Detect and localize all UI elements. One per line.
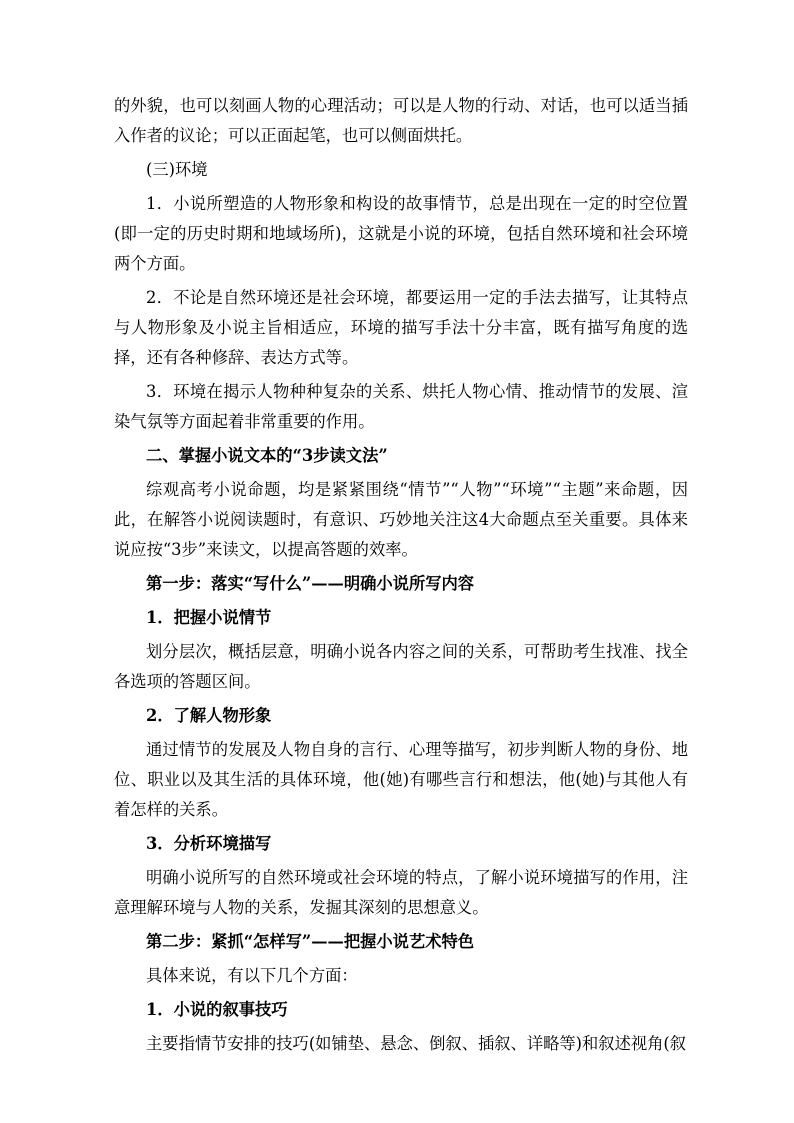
paragraph-three-steps-intro: 综观高考小说命题，均是紧紧围绕“情节”“人物”“环境”“主题”来命题，因此，在解答小说阅读题时，有意识、巧妙地关注这4大命题点至关重要。具体来说应按“3步”来读文，以提高答题的效率。	[114, 480, 688, 559]
document-body	[114, 91, 688, 1059]
subheading-character: 2．了解人物形象	[146, 706, 272, 725]
subheading-narrative-technique: 1．小说的叙事技巧	[146, 1000, 288, 1019]
paragraph-environment-2: 2．不论是自然环境还是社会环境，都要运用一定的手法去描写，让其特点与人物形象及小说主旨相适应，环境的描写手法十分丰富，既有描写角度的选择，还有各种修辞、表达方式等。	[114, 288, 688, 367]
step-one-heading: 第一步：落实“写什么”——明确小说所写内容	[146, 574, 475, 593]
paragraph-character: 通过情节的发展及人物自身的言行、心理等描写，初步判断人物的身份、地位、职业以及其生活的具体环境，他(她)有哪些言行和想法，他(她)与其他人有着怎样的关系。	[114, 740, 688, 819]
paragraph-environment-3: 3．环境在揭示人物种种复杂的关系、烘托人物心情、推动情节的发展、渲染气氛等方面起着非常重要的作用。	[114, 382, 688, 431]
paragraph-continuation: 的外貌，也可以刻画人物的心理活动；可以是人物的行动、对话，也可以适当插入作者的议论；可以正面起笔，也可以侧面烘托。	[114, 96, 688, 145]
subheading-environment-description: 3．分析环境描写	[146, 834, 272, 853]
paragraph-aspects-intro: 具体来说，有以下几个方面：	[146, 966, 358, 985]
paragraph-narrative-technique: 主要指情节安排的技巧(如铺垫、悬念、倒叙、插叙、详略等)和叙述视角(叙	[146, 1034, 687, 1053]
subheading-plot: 1．把握小说情节	[146, 608, 272, 627]
section-heading-three-steps: 二、掌握小说文本的“3步读文法”	[146, 446, 388, 465]
paragraph-environment-description: 明确小说所写的自然环境或社会环境的特点，了解小说环境描写的作用，注意理解环境与人物的关系，发掘其深刻的思想意义。	[114, 868, 688, 917]
paragraph-environment-1: 1．小说所塑造的人物形象和构设的故事情节，总是出现在一定的时空位置(即一定的历史时期和地域场所)，这就是小说的环境，包括自然环境和社会环境两个方面。	[114, 194, 688, 273]
paragraph-plot: 划分层次，概括层意，明确小说各内容之间的关系，可帮助考生找准、找全各选项的答题区间。	[114, 642, 688, 691]
section-heading-environment: (三)环境	[146, 160, 208, 179]
step-two-heading: 第二步：紧抓“怎样写”——把握小说艺术特色	[146, 932, 475, 951]
